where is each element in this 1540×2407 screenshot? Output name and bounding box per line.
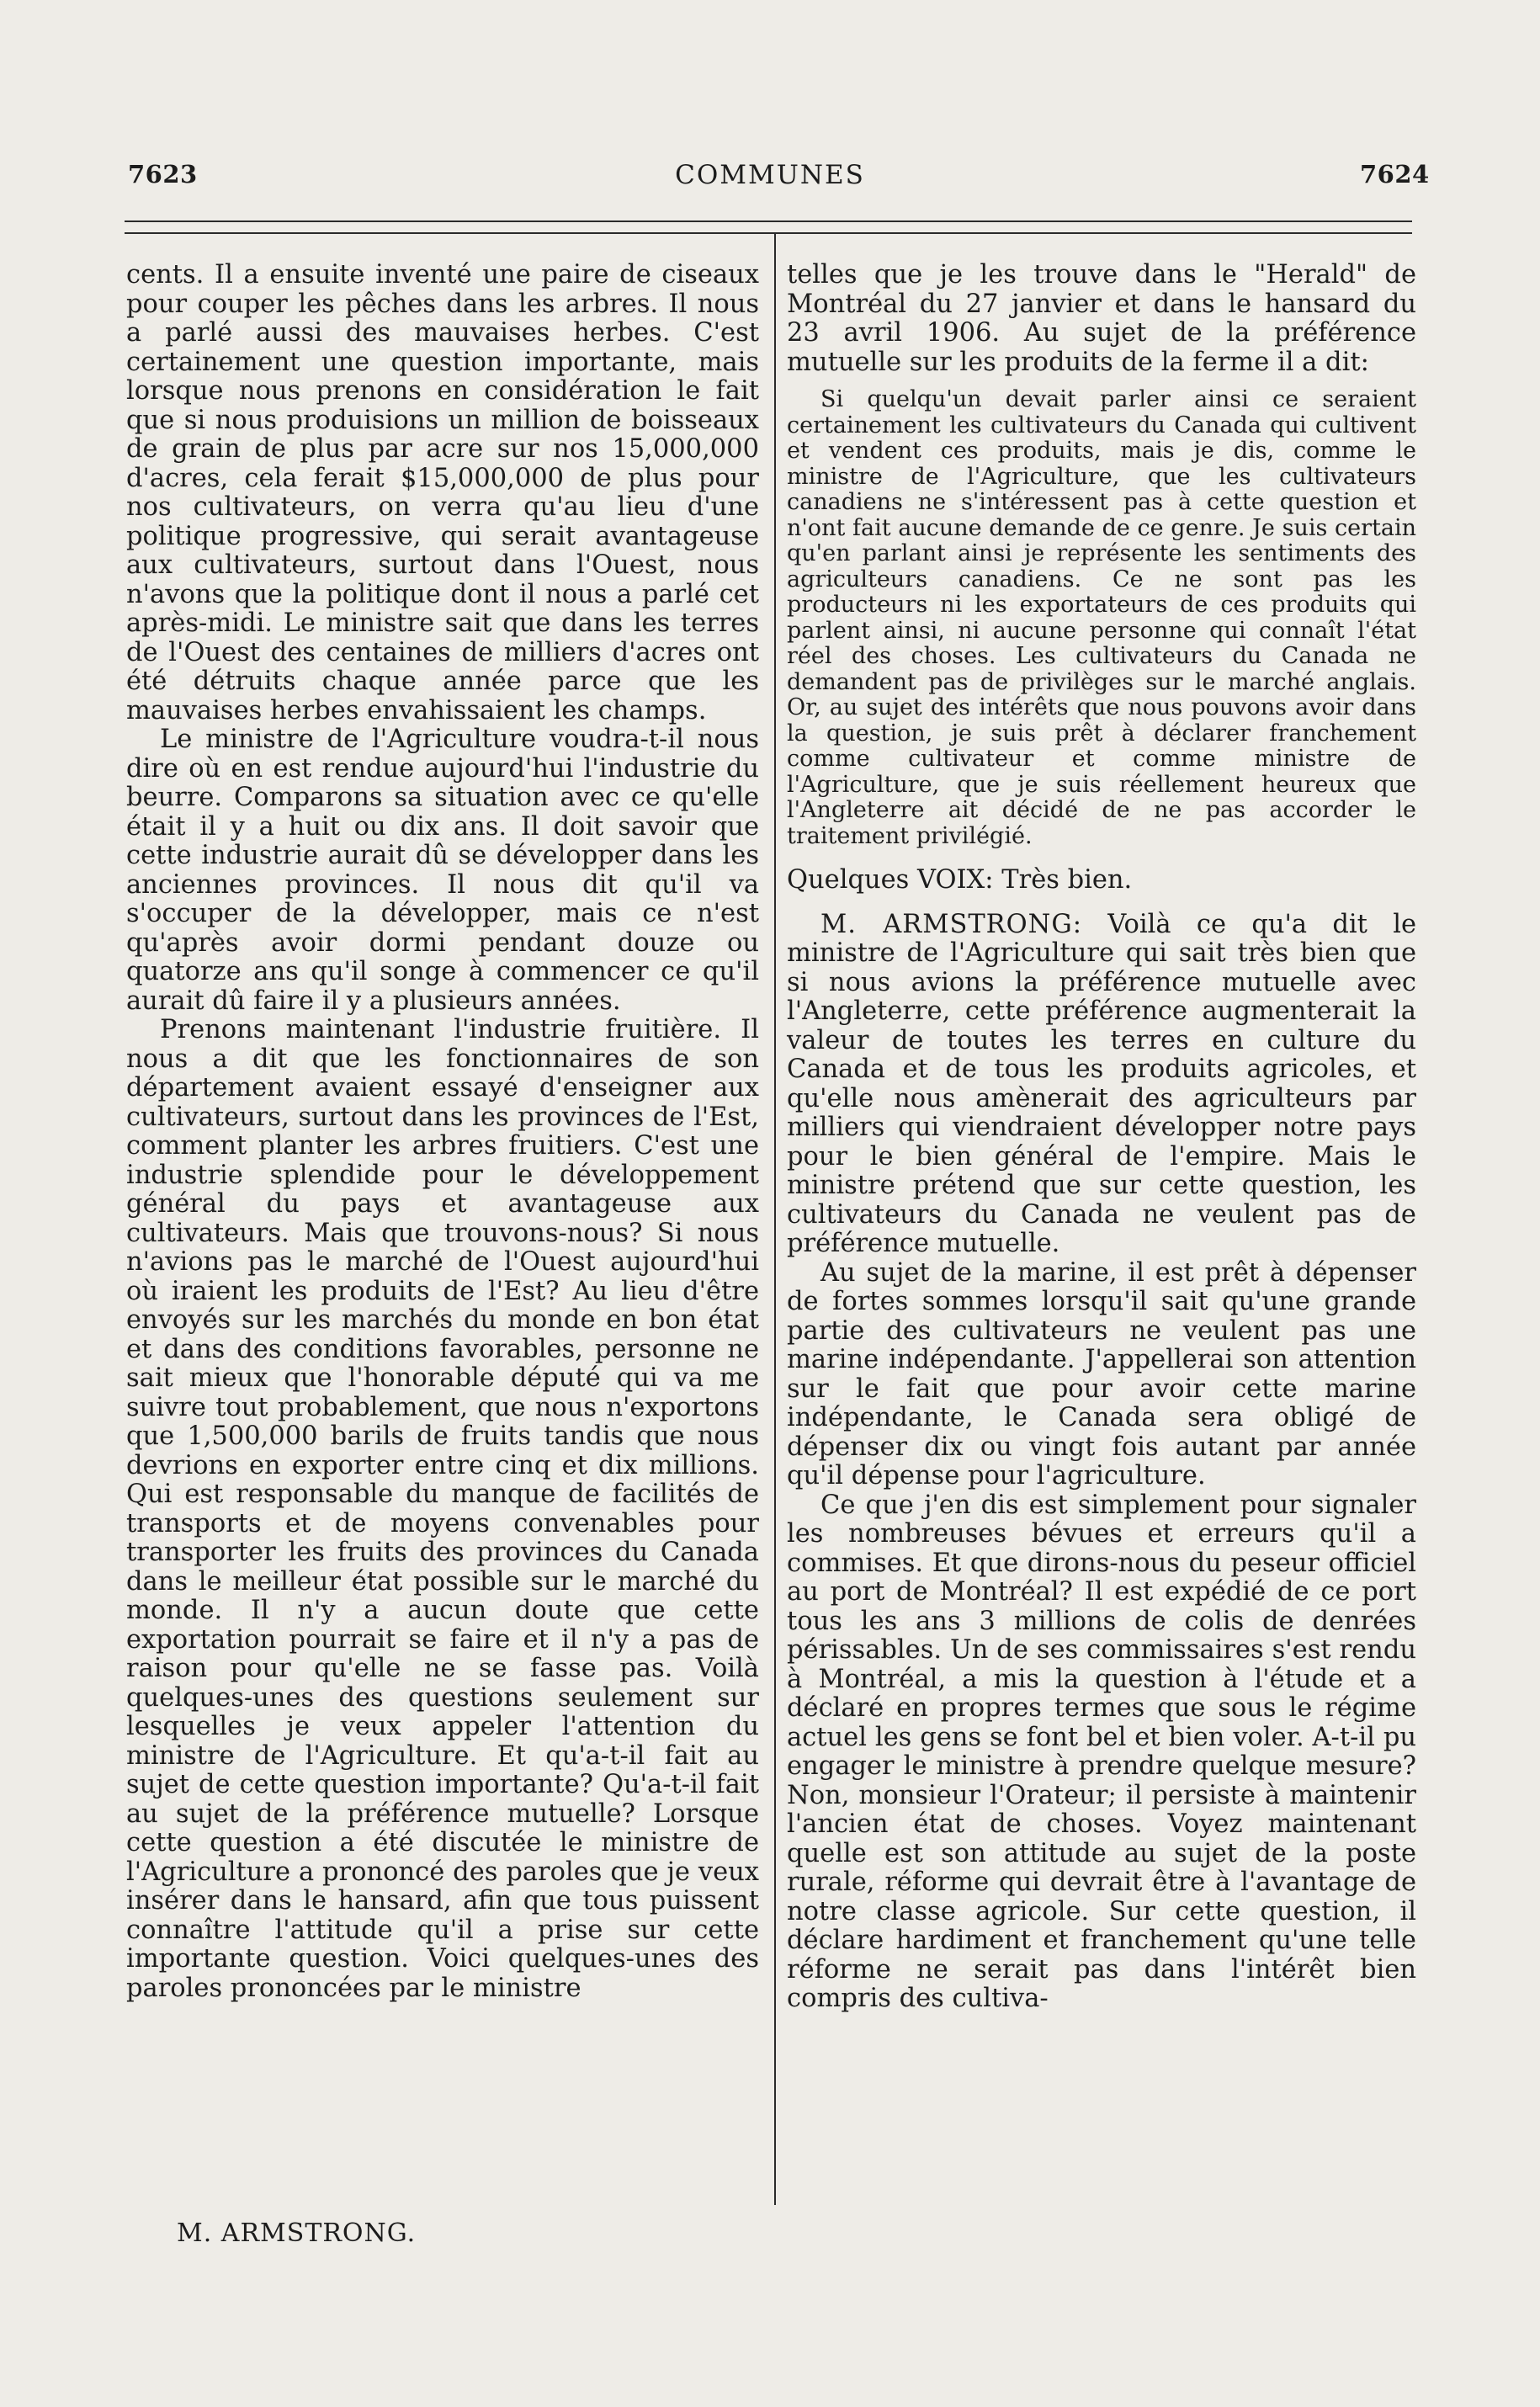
right-paragraph-2 xyxy=(787,911,1416,1259)
right-paragraph-3: Au sujet de la marine, il est prêt à dépenser de fortes sommes lorsqu'il sait qu'une grande partie des cultivateurs ne veulent pas une marine indépendante. J'appellerai son attention sur le fait que pour avoir cette marine indépendante, le Canada sera obligé de dépenser dix ou vingt fois autant par année qu'il dépense pour l'agriculture. xyxy=(787,1257,1416,1490)
right-paragraph-4: Ce que j'en dis est simplement pour signaler les nombreuses bévues et erreurs qu'il a commises. Et que dirons-nous du peseur officiel au port de Montréal? Il est expédié de ce port tous les ans 3 millions de colis de denrées périssables. Un de ses commissaires s'est rendu à Montréal, a mis la question à l'étude et a déclaré en propres termes que sous le régime actuel les gens se font bel et bien voler. A-t-il pu engager le ministre à prendre quelque mesure? Non, monsieur l'Orateur; il persiste à maintenir l'ancien état de choses. Voyez maintenant quelle est son attitude au sujet de la poste rurale, réforme qui devrait être à l'avantage de notre classe agricole. Sur cette question, il déclare hardiment et franchement qu'une telle réforme ne serait pas dans l'intérêt bien compris des cultiva- xyxy=(787,1490,1416,2013)
interjection-speaker: Quelques VOIX: xyxy=(787,865,994,895)
column-divider xyxy=(774,234,776,2205)
interjection xyxy=(787,866,1416,895)
interjection-text: Très bien. xyxy=(1001,865,1133,895)
footer-speaker: M. ARMSTRONG. xyxy=(177,2218,417,2248)
left-paragraph-3: Prenons maintenant l'industrie fruitière. Il nous a dit que les fonctionnaires de son département avaient essayé d'enseigner aux cultivateurs, surtout dans les provinces de l'Est, comment planter les arbres fruitiers. C'est une industrie splendide pour le développement général du pays et avantageuse aux cultivateurs. Mais que trouvons-nous? Si nous n'avions pas le marché de l'Ouest aujourd'hui où iraient les produits de l'Est? Au lieu d'être envoyés sur les marchés du monde en bon état et dans des conditions favorables, personne ne sait mieux que l'honorable député qui va me suivre tout probablement, que nous n'exportons que 1,500,000 barils de fruits tandis que nous devrions en exporter entre cinq et dix millions. Qui est responsable du manque de facilités de transports et de moyens convenables pour transporter les fruits des provinces du Canada dans le meilleur état possible sur le marché du monde. Il n'y a aucun doute que cette exportation pourrait se faire et il n'y a pas de raison pour qu'elle ne se fasse pas. Voilà quelques-unes des questions seulement sur lesquelles je veux appeler l'attention du ministre de l'Agriculture. Et qu'a-t-il fait au sujet de cette question importante? Qu'a-t-il fait au sujet de la préférence mutuelle? Lorsque cette question a été discutée le ministre de l'Agriculture a prononcé des paroles que je veux insérer dans le hansard, afin que tous puissent connaître l'attitude qu'il a prise sur cette importante question. Voici quelques-unes des paroles prononcées par le ministre xyxy=(126,1015,759,2003)
minister-quote: Si quelqu'un devait parler ainsi ce seraient certainement les cultivateurs du Canada qui cultivent et vendent ces produits, mais je dis, comme le ministre de l'Agriculture, que les cultivateurs canadiens ne s'intéressent pas à cette question et n'ont fait aucune demande de ce genre. Je suis certain qu'en parlant ainsi je représente les sentiments des agriculteurs canadiens. Ce ne sont pas les producteurs ni les exportateurs de ces produits qui parlent ainsi, ni aucune personne qui connaît l'état réel des choses. Les cultivateurs du Canada ne demandent pas de privilèges sur le marché anglais. Or, au sujet des intérêts que nous pouvons avoir dans la question, je suis prêt à déclarer franchement comme cultivateur et comme ministre de l'Agriculture, que je suis réellement heureux que l'Angleterre ait décidé de ne pas accorder le traitement privilégié. xyxy=(787,386,1416,849)
right-paragraph-1: telles que je les trouve dans le "Herald" de Montréal du 27 janvier et dans le hansard du 23 avril 1906. Au sujet de la préférence mutuelle sur les produits de la ferme il a dit: xyxy=(787,260,1416,377)
header-rule-top xyxy=(125,221,1412,222)
speaker-armstrong: M. ARMSTRONG: xyxy=(820,909,1082,939)
page-number-left: 7623 xyxy=(128,160,198,189)
page-number-right: 7624 xyxy=(1360,160,1430,189)
page-header-title: COMMUNES xyxy=(675,160,865,190)
left-paragraph-1: cents. Il a ensuite inventé une paire de ciseaux pour couper les pêches dans les arbres. Il nous a parlé aussi des mauvaises herbes. C'est certainement une question importante, mais lorsque nous prenons en considération le fait que si nous produisions un million de boisseaux de grain de plus par acre sur nos 15,000,000 d'acres, cela ferait $15,000,000 de plus pour nos cultivateurs, on verra qu'au lieu d'une politique progressive, qui serait avantageuse aux cultivateurs, surtout dans l'Ouest, nous n'avons que la politique dont il nous a parlé cet après-midi. Le ministre sait que dans les terres de l'Ouest des centaines de milliers d'acres ont été détruits chaque année parce que les mauvaises herbes envahissaient les champs. xyxy=(126,260,759,725)
right-column xyxy=(787,261,1416,2014)
left-paragraph-2: Le ministre de l'Agriculture voudra-t-il nous dire où en est rendue aujourd'hui l'industrie du beurre. Comparons sa situation avec ce qu'elle était il y a huit ou dix ans. Il doit savoir que cette industrie aurait dû se développer dans les anciennes provinces. Il nous dit qu'il va s'occuper de la développer, mais ce n'est qu'après avoir dormi pendant douze ou quatorze ans qu'il songe à commencer ce qu'il aurait dû faire il y a plusieurs années. xyxy=(126,725,759,1016)
left-column xyxy=(126,261,759,2003)
header-rule-bottom xyxy=(125,232,1412,234)
right-paragraph-2-text: Voilà ce qu'a dit le ministre de l'Agriculture qui sait très bien que si nous avions la préférence mutuelle avec l'Angleterre, cette préférence augmenterait la valeur de toutes les terres en culture du Canada et de tous les produits agricoles, et qu'elle nous amènerait des agriculteurs par milliers qui viendraient développer notre pays pour le bien général de l'empire. Mais le ministre prétend que sur cette question, les cultivateurs du Canada ne veulent pas de préférence mutuelle. xyxy=(787,909,1416,1258)
